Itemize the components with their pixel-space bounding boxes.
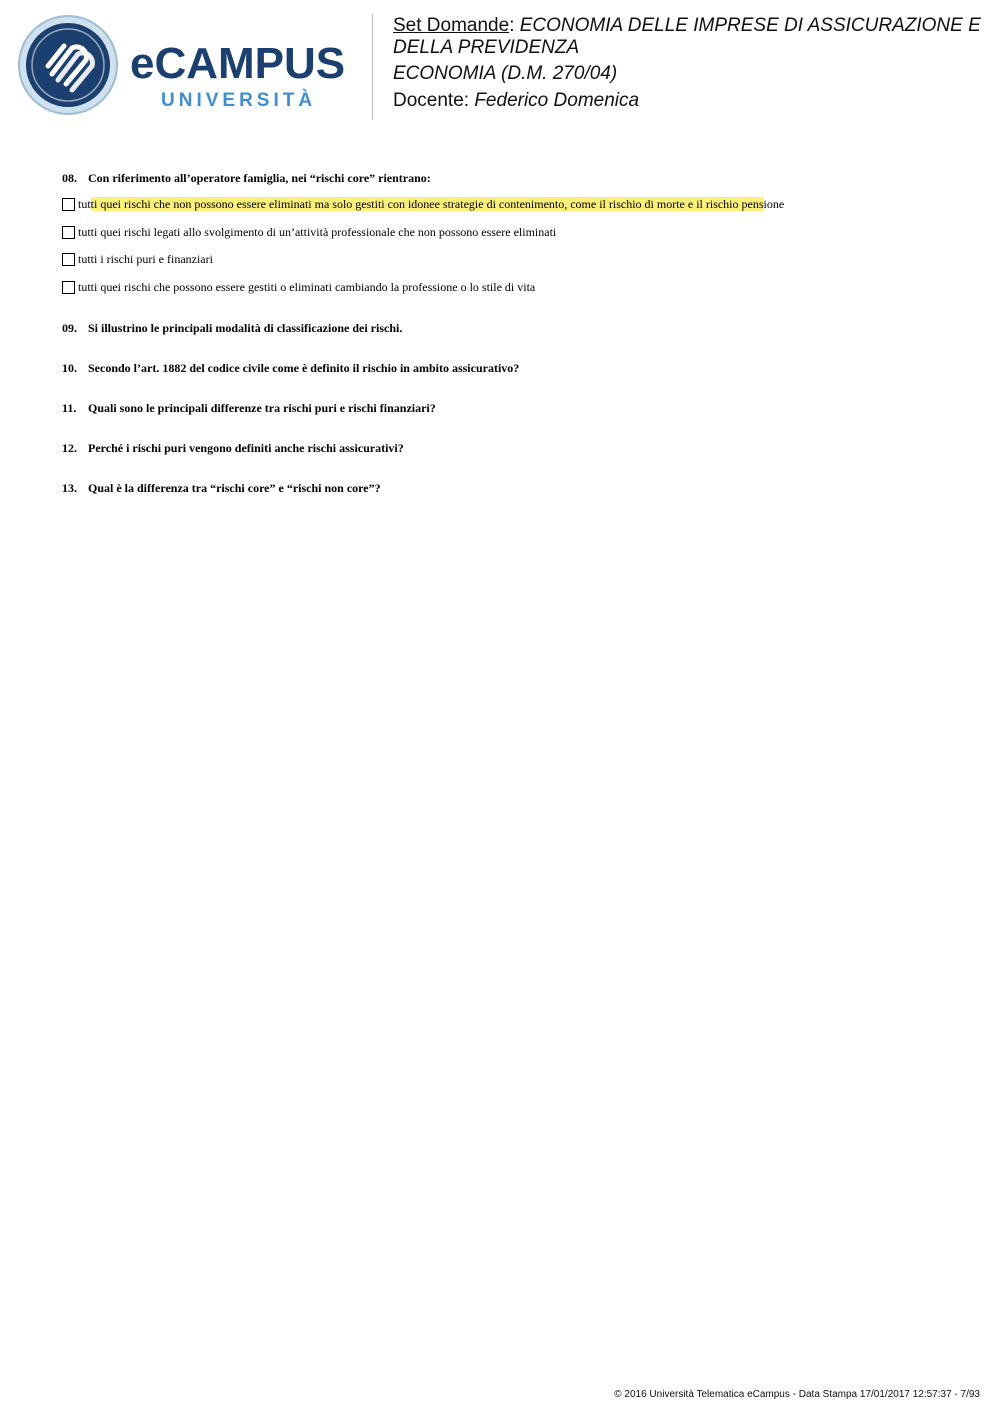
answer-text-3: tutti i rischi puri e finanziari <box>78 252 213 266</box>
answer-checkbox-4[interactable] <box>62 281 75 294</box>
ecampus-logo <box>14 14 359 118</box>
course-header <box>393 15 993 112</box>
question-text: Si illustrino le principali modalità di classificazione dei rischi. <box>88 321 403 335</box>
question-text: Con riferimento all’operatore famiglia, nei “rischi core” rientrano: <box>88 171 431 185</box>
question-text: Secondo l’art. 1882 del codice civile come è definito il rischio in ambito assicurativo? <box>88 361 520 375</box>
question-number: 12. <box>62 441 77 455</box>
answer-text-1: tutti quei rischi che non possono essere eliminati ma solo gestiti con idonee strategie di contenimento, come il rischio di morte e il rischio pensione <box>78 197 785 211</box>
highlighted-answer: ti quei rischi che non possono essere eliminati ma solo gestiti con idonee strategie di contenimento, come il rischio di morte e il rischio pens <box>90 197 764 211</box>
logo-wordmark: eCAMPUS <box>130 39 346 88</box>
course-title-line2: DELLA PREVIDENZA <box>393 37 580 58</box>
answer-option-3 <box>62 251 213 267</box>
course-title: Set Domande: ECONOMIA DELLE IMPRESE DI ASSICURAZIONE E <box>393 15 981 36</box>
question-number: 09. <box>62 321 77 335</box>
course-title-line1: ECONOMIA DELLE IMPRESE DI ASSICURAZIONE E <box>519 15 981 36</box>
question-number: 13. <box>62 481 77 495</box>
logo-seal-icon <box>19 16 117 114</box>
question-text: Qual è la differenza tra “rischi core” e “rischi non core”? <box>88 481 381 495</box>
question-text: Perché i rischi puri vengono definiti anche rischi assicurativi? <box>88 441 404 455</box>
set-label: Set Domande <box>393 15 510 36</box>
page-footer: © 2016 Università Telematica eCampus - Data Stampa 17/01/2017 12:57:37 - 7/93 <box>614 1389 980 1400</box>
question-text: Quali sono le principali differenze tra rischi puri e rischi finanziari? <box>88 401 436 415</box>
answer-text-4: tutti quei rischi che possono essere gestiti o eliminati cambiando la professione o lo stile di vita <box>78 280 536 294</box>
teacher-name: Federico Domenica <box>474 90 640 111</box>
answer-checkbox-1[interactable] <box>62 198 75 211</box>
question-10 <box>62 361 519 375</box>
question-13 <box>62 481 381 495</box>
question-number: 08. <box>62 171 77 185</box>
question-12 <box>62 441 404 455</box>
question-09 <box>62 321 402 335</box>
question-number: 10. <box>62 361 77 375</box>
question-11 <box>62 401 436 415</box>
question-08 <box>62 171 431 185</box>
answer-checkbox-2[interactable] <box>62 226 75 239</box>
header-divider <box>372 14 373 120</box>
teacher-line <box>393 90 993 112</box>
question-number: 11. <box>62 401 77 415</box>
answer-option-2 <box>62 224 556 240</box>
answer-option-1 <box>62 196 784 212</box>
teacher-label: Docente: <box>393 90 470 111</box>
answer-checkbox-3[interactable] <box>62 253 75 266</box>
answer-text-2: tutti quei rischi legati allo svolgimento di un’attività professionale che non possono essere eliminati <box>78 225 557 239</box>
degree-label: ECONOMIA (D.M. 270/04) <box>393 63 618 84</box>
answer-option-4 <box>62 279 535 295</box>
logo-subtitle: UNIVERSITÀ <box>161 90 317 111</box>
